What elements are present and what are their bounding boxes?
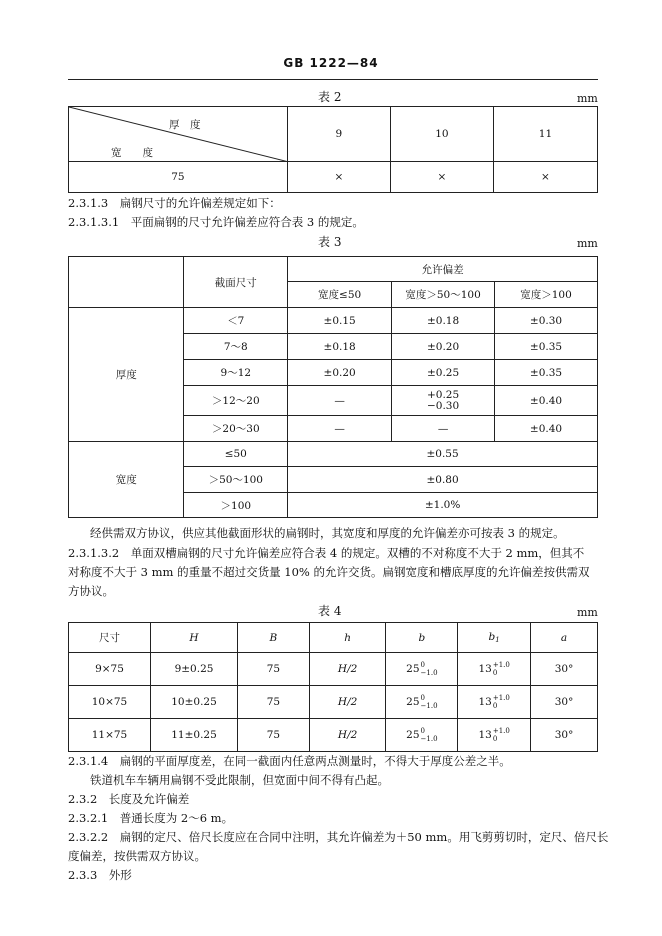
table3-head-size: 截面尺寸 (184, 257, 288, 308)
table3-value: — (288, 416, 392, 442)
table4-head-b: b (386, 623, 458, 653)
tol-upper: 0 (420, 694, 425, 702)
table2-row-label: 75 (69, 162, 288, 193)
table3-size: ≤50 (184, 442, 288, 467)
table3-value-asymmetric (392, 386, 495, 416)
table4-a: 30° (531, 719, 598, 752)
table3-size: 7～8 (184, 334, 288, 360)
table2-mark: × (390, 162, 493, 193)
table3-head-w2: 宽度＞50～100 (392, 282, 495, 308)
table3-value: ±0.20 (392, 334, 495, 360)
tol-upper: +1.0 (492, 661, 510, 669)
tol-base: 25 (406, 729, 420, 741)
table4-b-tolerance (386, 686, 458, 719)
tol-base: 25 (406, 663, 420, 675)
table3-group-thickness: 厚度 (69, 308, 184, 442)
table3-value: ±0.30 (495, 308, 598, 334)
table4-H: 10±0.25 (150, 686, 237, 719)
table2-diagonal-header (69, 107, 288, 162)
table4-b1-tolerance (458, 686, 531, 719)
tol-lower: −1.0 (420, 735, 438, 743)
table3-size: ＞100 (184, 493, 288, 518)
tol-lower: −1.0 (420, 669, 438, 677)
tol-lower: 0 (492, 702, 498, 710)
table4-h: H/2 (309, 653, 386, 686)
table4 (68, 622, 598, 752)
table3-size: ＞20～30 (184, 416, 288, 442)
table3-value: ±0.80 (288, 467, 598, 493)
table4-b1-tolerance (458, 719, 531, 752)
clause-2-3-1-3-2-end: 方协议。 (68, 584, 114, 598)
table4-size: 10×75 (69, 686, 151, 719)
note-other-sections: 经供需双方协议，供应其他截面形状的扁钢时，其宽度和厚度的允许偏差亦可按表 3 的规定。 (90, 526, 565, 540)
table3-value: — (288, 386, 392, 416)
table2-caption: 表 2 (318, 90, 342, 104)
tol-base: 13 (478, 663, 492, 675)
table3-blank-head (69, 257, 184, 308)
table4-b-tolerance (386, 653, 458, 686)
table3-unit: mm (577, 237, 598, 250)
clause-2-3-1-3-2: 2.3.1.3.2 单面双槽扁钢的尺寸允许偏差应符合表 4 的规定。双槽的不对称度不大于 2 mm，但其不 (68, 546, 585, 560)
tol-upper: +1.0 (492, 694, 510, 702)
tol-upper: 0 (420, 661, 425, 669)
table4-head-B: B (238, 623, 310, 653)
table4-head-b1-subscript: 1 (495, 636, 500, 644)
table3-size: ＜7 (184, 308, 288, 334)
clause-2-3-1-3-1: 2.3.1.3.1 平面扁钢的尺寸允许偏差应符合表 3 的规定。 (68, 215, 364, 229)
clause-2-3-1-3-2-cont: 对称度不大于 3 mm 的重量不超过交货量 10% 的允许交货。扁钢宽度和槽底厚度的允许偏差按供需双 (68, 565, 590, 579)
table3-value: — (392, 416, 495, 442)
document-code: GB 1222—84 (283, 56, 379, 70)
table4-B: 75 (238, 686, 310, 719)
table3-value: ±0.25 (392, 360, 495, 386)
table3-value: ±0.40 (495, 416, 598, 442)
table3-value: ±0.35 (495, 360, 598, 386)
clause-2-3-1-4: 2.3.1.4 扁钢的平面厚度差，在同一截面内任意两点测量时，不得大于厚度公差之半。 (68, 754, 511, 768)
table3-value: ±0.35 (495, 334, 598, 360)
table4-a: 30° (531, 686, 598, 719)
table4-H: 11±0.25 (150, 719, 237, 752)
table3-size: ＞12～20 (184, 386, 288, 416)
tol-lower: −1.0 (420, 702, 438, 710)
table4-a: 30° (531, 653, 598, 686)
table3-head-w3: 宽度＞100 (495, 282, 598, 308)
table4-size: 11×75 (69, 719, 151, 752)
tol-upper: +1.0 (492, 727, 510, 735)
table4-b-tolerance (386, 719, 458, 752)
tol-lower: 0 (492, 669, 498, 677)
tol-base: 25 (406, 696, 420, 708)
table3-value: ±0.20 (288, 360, 392, 386)
table2-col-10: 10 (390, 107, 493, 162)
table2-col-11: 11 (493, 107, 597, 162)
table2-col-9: 9 (287, 107, 390, 162)
table3-value: ±0.15 (288, 308, 392, 334)
tol-base: 13 (478, 729, 492, 741)
table2-head-width: 宽 度 (111, 147, 153, 159)
table2-mark: × (493, 162, 597, 193)
table3-value: ±0.18 (288, 334, 392, 360)
tol-upper: 0 (420, 727, 425, 735)
table4-head-b1 (458, 623, 531, 653)
table2-mark: × (287, 162, 390, 193)
table4-head-h: h (309, 623, 386, 653)
table4-B: 75 (238, 719, 310, 752)
table3-value-lower: −0.30 (426, 399, 460, 412)
clause-2-3-1-4-note: 铁道机车车辆用扁钢不受此限制，但宽面中间不得有凸起。 (90, 773, 389, 787)
table4-H: 9±0.25 (150, 653, 237, 686)
clause-2-3-2-1: 2.3.2.1 普通长度为 2～6 m。 (68, 811, 234, 825)
tol-lower: 0 (492, 735, 498, 743)
table3-value-upper: +0.25 (426, 388, 460, 401)
table3-head-w1: 宽度≤50 (288, 282, 392, 308)
table3-value: ±0.55 (288, 442, 598, 467)
table4-head-a: a (531, 623, 598, 653)
table3-size: ＞50～100 (184, 467, 288, 493)
clause-2-3-1-3: 2.3.1.3 扁钢尺寸的允许偏差规定如下： (68, 196, 281, 210)
table4-head-size: 尺寸 (69, 623, 151, 653)
table3-head-tolerance: 允许偏差 (288, 257, 598, 282)
clause-2-3-3: 2.3.3 外形 (68, 868, 132, 882)
clause-2-3-2-2: 2.3.2.2 扁钢的定尺、倍尺长度应在合同中注明，其允许偏差为＋50 mm。用飞剪剪切时，定尺、倍尺长 (68, 830, 609, 844)
table3-value: ±0.18 (392, 308, 495, 334)
table3 (68, 256, 598, 518)
table3-value: ±0.40 (495, 386, 598, 416)
table4-h: H/2 (309, 719, 386, 752)
table2-unit: mm (577, 92, 598, 105)
tol-base: 13 (478, 696, 492, 708)
table4-unit: mm (577, 606, 598, 619)
table4-h: H/2 (309, 686, 386, 719)
table4-head-H: H (150, 623, 237, 653)
table4-size: 9×75 (69, 653, 151, 686)
clause-2-3-2-2-cont: 度偏差，按供需双方协议。 (68, 849, 206, 863)
table3-caption: 表 3 (318, 235, 342, 249)
table2 (68, 106, 598, 193)
header-rule (68, 79, 598, 80)
table3-group-width: 宽度 (69, 442, 184, 518)
table4-caption: 表 4 (318, 604, 342, 618)
table4-head-b1-letter: b (488, 631, 496, 643)
table3-size: 9～12 (184, 360, 288, 386)
clause-2-3-2: 2.3.2 长度及允许偏差 (68, 792, 190, 806)
table3-value: ±1.0% (288, 493, 598, 518)
table4-b1-tolerance (458, 653, 531, 686)
table2-head-thickness: 厚 度 (169, 119, 201, 131)
table4-B: 75 (238, 653, 310, 686)
